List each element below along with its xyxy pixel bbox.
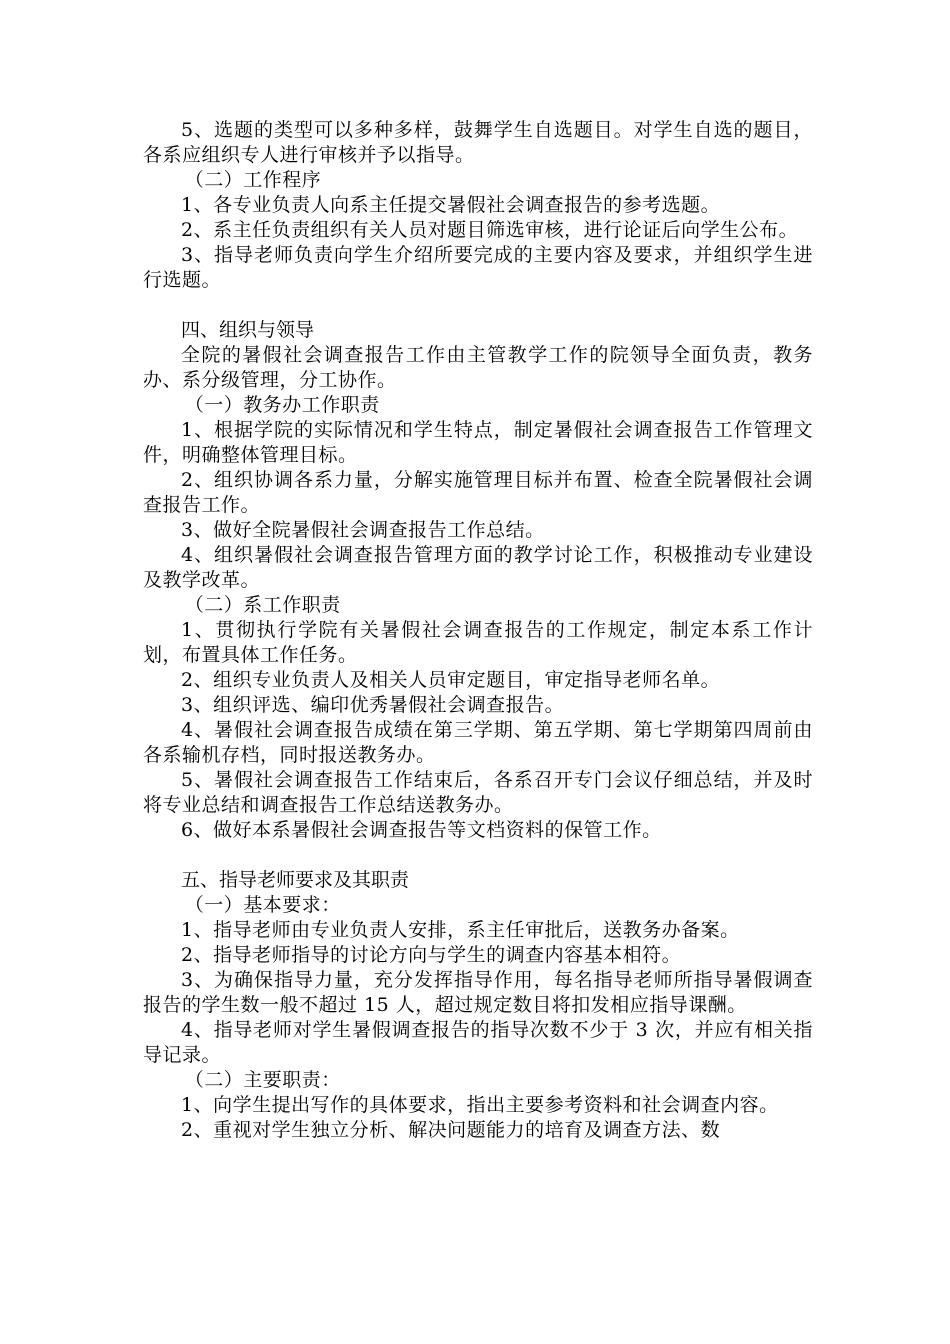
paragraph: 1、根据学院的实际情况和学生特点，制定暑假社会调查报告工作管理文件，明确整体管理目标。 [143, 419, 813, 466]
paragraph: 3、指导老师负责向学生介绍所要完成的主要内容及要求，并组织学生进行选题。 [143, 244, 813, 291]
subsection-heading: （二）系工作职责 [184, 594, 341, 616]
paragraph: 全院的暑假社会调查报告工作由主管教学工作的院领导全面负责，教务办、系分级管理，分工协作。 [143, 344, 813, 391]
paragraph: 1、贯彻执行学院有关暑假社会调查报告的工作规定，制定本系工作计划，布置具体工作任务。 [143, 619, 813, 666]
paragraph: 2、组织专业负责人及相关人员审定题目，审定指导老师名单。 [181, 669, 721, 691]
paragraph: 6、做好本系暑假社会调查报告等文档资料的保管工作。 [181, 819, 662, 841]
paragraph: 3、为确保指导力量，充分发挥指导作用，每名指导老师所指导暑假调查报告的学生数一般不超过 15 人，超过规定数目将扣发相应指导课酬。 [143, 969, 813, 1016]
paragraph: 5、暑假社会调查报告工作结束后，各系召开专门会议仔细总结，并及时将专业总结和调查报告工作总结送教务办。 [143, 769, 813, 816]
paragraph: 3、组织评选、编印优秀暑假社会调查报告。 [181, 694, 565, 716]
subsection-heading: （一）基本要求： [184, 894, 341, 916]
section-heading: 五、指导老师要求及其职责 [181, 869, 410, 891]
paragraph: 1、各专业负责人向系主任提交暑假社会调查报告的参考选题。 [181, 194, 721, 216]
paragraph: 1、向学生提出写作的具体要求，指出主要参考资料和社会调查内容。 [181, 1094, 779, 1116]
subsection-heading: （二）工作程序 [184, 169, 322, 191]
paragraph: 3、做好全院暑假社会调查报告工作总结。 [181, 519, 545, 541]
document-body [143, 118, 813, 1143]
paragraph: 1、指导老师由专业负责人安排，系主任审批后，送教务办备案。 [181, 919, 740, 941]
subsection-heading: （二）主要职责： [184, 1069, 341, 1091]
section-heading: 四、组织与领导 [181, 319, 315, 341]
paragraph: 2、系主任负责组织有关人员对题目筛选审核，进行论证后向学生公布。 [181, 219, 799, 241]
paragraph: 4、组织暑假社会调查报告管理方面的教学讨论工作，积极推动专业建设及教学改革。 [143, 544, 813, 591]
paragraph: 2、重视对学生独立分析、解决问题能力的培育及调查方法、数 [181, 1119, 721, 1141]
subsection-heading: （一）教务办工作职责 [184, 394, 380, 416]
paragraph: 2、指导老师指导的讨论方向与学生的调查内容基本相符。 [181, 944, 682, 966]
paragraph: 4、暑假社会调查报告成绩在第三学期、第五学期、第七学期第四周前由各系输机存档，同时报送教务办。 [143, 719, 813, 766]
paragraph: 2、组织协调各系力量，分解实施管理目标并布置、检查全院暑假社会调查报告工作。 [143, 469, 813, 516]
paragraph: 5、选题的类型可以多种多样，鼓舞学生自选题目。对学生自选的题目，各系应组织专人进行审核并予以指导。 [143, 119, 813, 166]
paragraph: 4、指导老师对学生暑假调查报告的指导次数不少于 3 次，并应有相关指导记录。 [143, 1019, 813, 1066]
